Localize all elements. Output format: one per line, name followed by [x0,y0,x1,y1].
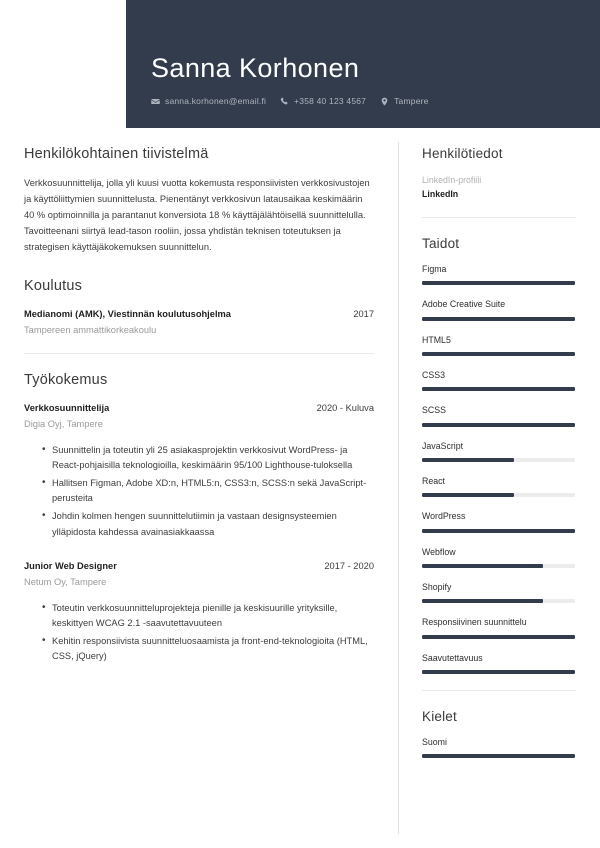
skill-fill [422,317,575,321]
education-entry [24,308,374,337]
skill-track [422,387,575,391]
skill-track [422,352,575,356]
skill-name: JavaScript [422,440,464,451]
education-school: Tampereen ammattikorkeakoulu [24,324,157,335]
experience-entry [24,560,374,665]
skill-fill [422,387,575,391]
resume-header [126,0,600,128]
language-name: Suomi [422,736,447,747]
contact-location-text: Tampere [394,96,429,106]
skill-fill [422,635,575,639]
skill-name: React [422,476,445,486]
section-personal-info-title: Henkilötiedot [422,146,503,161]
language-item [422,736,576,758]
experience-entry-head [24,402,374,416]
summary-text: Verkkosuunnittelija, jolla yli kuusi vuotta kokemusta responsiivisten verkkosivustojen ja käyttöliittymien suunnittelusta. Pienentänyt verkkosivun latausaikaa keskimäärin 40 % optimoinnilla ja parantanut konversiota 18 % käyttäjälähtöisellä suunnittelulla. Tavoitteenani siirtyä lead-tason rooliin, jossa yhdistän teknisen toteutuksen ja strategisen käyttäjäkokemuksen suunnittelun. [24,178,370,252]
skill-track [422,493,575,497]
phone-icon [280,97,289,106]
contact-phone-text: +358 40 123 4567 [294,96,367,106]
location-pin-icon [380,97,389,106]
section-skills-title: Taidot [422,236,460,252]
section-summary [24,146,374,256]
skill-fill [422,493,514,497]
skill-item [422,510,576,532]
left-column [24,146,374,667]
experience-date: 2017 - 2020 [324,561,374,572]
personal-info-label: LinkedIn-profiili [422,175,482,185]
skill-track [422,529,575,533]
spacer [24,542,374,560]
section-education-title: Koulutus [24,277,83,294]
envelope-icon [151,97,160,106]
section-experience [24,372,374,665]
spacer [24,256,374,278]
skill-name: CSS3 [422,370,445,381]
skill-item [422,334,576,356]
contact-row [151,96,600,106]
section-experience-title: Työkokemus [24,372,108,389]
education-degree: Medianomi (AMK), Viestinnän koulutusohjelma [24,308,231,319]
education-date: 2017 [353,308,374,319]
experience-bullets [24,601,374,665]
skill-item [422,475,576,497]
contact-email[interactable] [151,96,266,106]
skill-fill [422,281,575,285]
skill-item [422,440,576,462]
skill-item [422,263,576,285]
skill-item [422,298,576,320]
skill-track [422,670,575,674]
experience-bullet: • Suunnittelin ja toteutin yli 25 asiakasprojektin verkkosivut WordPress- ja React-pohjaisilla teknologioilla, keskimäärin 95/100 Lighthouse-tuloksella [42,443,374,474]
skill-name: Webflow [422,546,456,557]
skill-fill [422,564,543,568]
skill-track [422,317,575,321]
skill-name: Saavutettavuus [422,652,483,663]
experience-bullet: • Hallitsen Figman, Adobe XD:n, HTML5:n, CSS3:n, SCSS:n sekä JavaScript-perusteita [42,476,374,507]
skill-name: Figma [422,264,447,275]
skill-track [422,458,575,462]
experience-entry [24,402,374,540]
skill-track [422,281,575,285]
skill-name: WordPress [422,511,466,522]
skill-track [422,564,575,568]
skill-item [422,369,576,391]
skill-name: Adobe Creative Suite [422,299,506,310]
skill-track [422,423,575,427]
contact-location [380,96,428,106]
experience-bullet: • Johdin kolmen hengen suunnittelutiimin ja vastaan designsysteemien ylläpidosta kahdessa avainasiakkaassa [42,509,374,540]
section-languages-title: Kielet [422,708,457,724]
section-summary-title: Henkilökohtainen tiivistelmä [24,146,209,162]
skill-name: Responsiivinen suunnittelu [422,617,527,628]
section-education [24,278,374,337]
skill-item [422,581,576,603]
skill-name: HTML5 [422,334,451,345]
contact-phone[interactable] [280,96,366,106]
language-track [422,754,575,758]
experience-role: Junior Web Designer [24,561,117,572]
skill-track [422,635,575,639]
experience-date: 2020 - Kuluva [316,403,374,414]
personal-info-item [422,173,576,201]
skill-fill [422,599,543,603]
section-separator [422,690,576,691]
skill-item [422,652,576,674]
personal-info-value[interactable]: LinkedIn [422,189,459,200]
experience-company: Netum Oy, Tampere [24,577,107,588]
skill-item [422,546,576,568]
experience-bullet: • Kehitin responsiivista suunnitteluosaamista ja front-end-teknologioita (HTML, CSS, jQuery) [42,634,374,665]
skill-item [422,404,576,426]
skill-track [422,599,575,603]
experience-role: Verkkosuunnittelija [24,403,110,414]
section-separator [422,217,576,218]
resume-body [0,128,600,848]
skill-fill [422,352,575,356]
column-divider [398,142,399,834]
skill-fill [422,458,514,462]
skill-item [422,616,576,638]
language-fill [422,754,575,758]
skill-fill [422,670,575,674]
section-languages [422,709,576,758]
experience-company: Digia Oyj, Tampere [24,419,103,430]
section-personal-info [422,146,576,201]
education-entry-head [24,308,374,322]
page-title: Sanna Korhonen [151,53,360,84]
skill-name: SCSS [422,405,446,416]
experience-bullet: • Toteutin verkkosuunnitteluprojekteja pienille ja keskisuurille yrityksille, keskittyen WCAG 2.1 -saavutettavuuteen [42,601,374,632]
contact-email-text: sanna.korhonen@email.fi [165,96,267,106]
experience-bullets [24,443,374,541]
section-separator [24,353,374,354]
section-skills [422,236,576,674]
experience-entry-head [24,560,374,574]
right-column [422,146,576,771]
skill-name: Shopify [422,581,452,592]
skill-fill [422,423,575,427]
skill-fill [422,529,575,533]
